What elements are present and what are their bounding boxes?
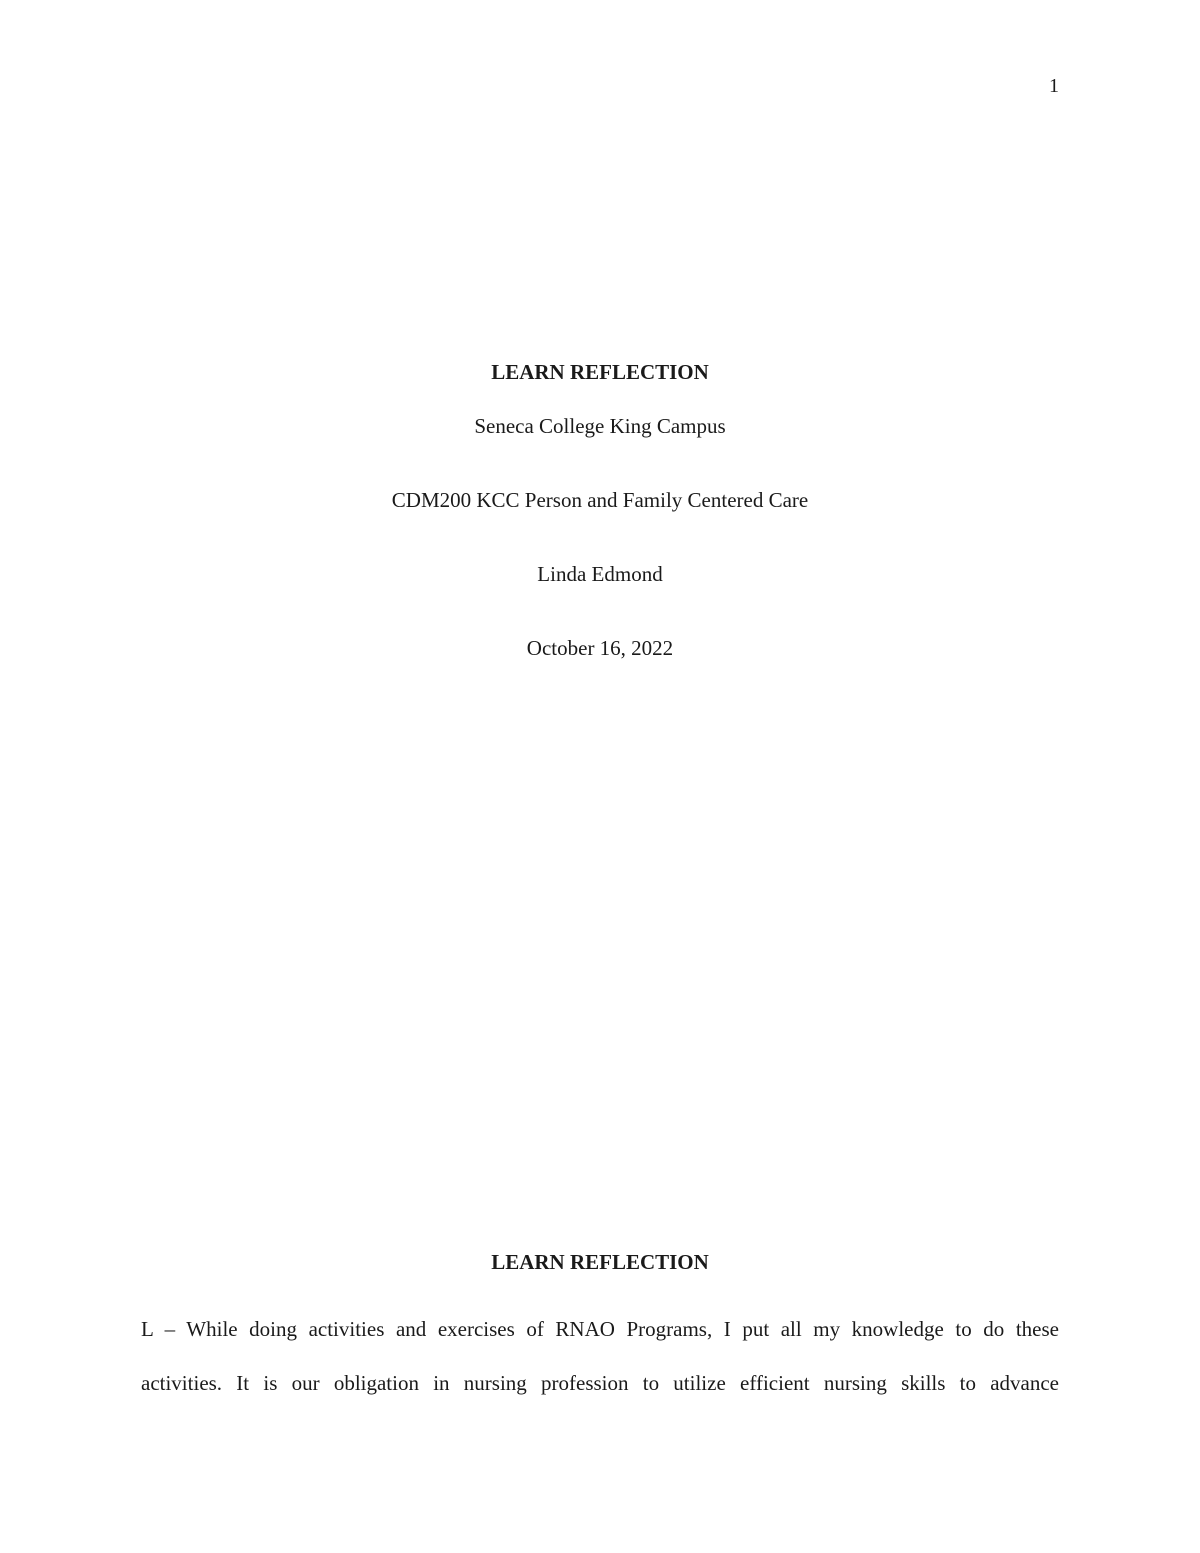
page-number: 1 bbox=[1049, 75, 1059, 97]
body-heading: LEARN REFLECTION bbox=[491, 1250, 709, 1274]
author-name: Linda Edmond bbox=[537, 562, 663, 586]
title-page-block bbox=[0, 358, 1200, 662]
paragraph-line: activities. It is our obligation in nursing profession to utilize efficient nursing skills to advance bbox=[141, 1371, 1059, 1395]
course-name: CDM200 KCC Person and Family Centered Care bbox=[391, 488, 809, 512]
institution-name: Seneca College King Campus bbox=[474, 414, 726, 438]
document-date: October 16, 2022 bbox=[526, 636, 674, 660]
paragraph-line: L – While doing activities and exercises of RNAO Programs, I put all my knowledge to do these bbox=[141, 1317, 1059, 1341]
title-heading: LEARN REFLECTION bbox=[491, 360, 709, 384]
body-paragraph bbox=[141, 1302, 1059, 1410]
